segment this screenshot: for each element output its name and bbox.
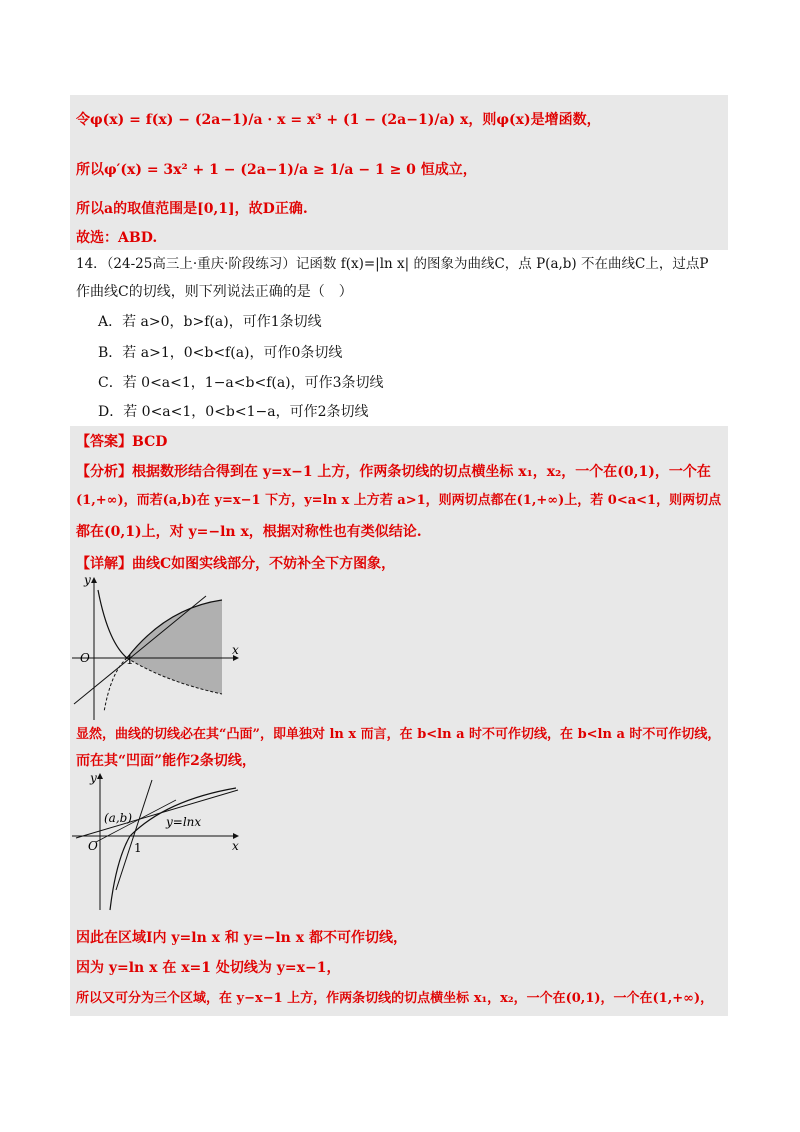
analysis-line-1: 【分析】根据数形结合得到在 y=x−1 上方，作两条切线的切点横坐标 x₁，x₂，一个在(0,1)，一个在: [76, 464, 711, 480]
fig2-one-label: 1: [134, 841, 142, 855]
detail-line-1: 【详解】曲线C如图实线部分，不妨补全下方图象，: [76, 556, 396, 572]
option-b: B．若 a>1，0<b<f(a)，可作0条切线: [98, 345, 343, 361]
detail-line-2: 显然，曲线的切线必在其“凸面”，即单独对 ln x 而言，在 b<ln a 时不可作切线，在 b<ln a 时不可作切线，: [76, 727, 721, 742]
question-stem-1: 14．（24-25高三上·重庆·阶段练习）记函数 f(x)=|ln x| 的图象为曲线C，点 P(a,b) 不在曲线C上，过点P: [76, 256, 709, 272]
detail-line-6: 所以又可分为三个区域，在 y−x−1 上方，作两条切线的切点横坐标 x₁，x₂，一个在(0,1)，一个在(1,+∞)，: [76, 991, 714, 1006]
detail-line-5: 因为 y=ln x 在 x=1 处切线为 y=x−1，: [76, 960, 341, 976]
analysis-line-2: (1,+∞)，而若(a,b)在 y=x−1 下方，y=ln x 上方若 a>1，则两切点都在(1,+∞)上，若 0<a<1，则两切点: [76, 493, 722, 508]
fig2-curve-label: y=lnx: [166, 815, 202, 829]
question-stem-2: 作曲线C的切线，则下列说法正确的是（ ）: [76, 284, 353, 300]
fig1-origin-label: O: [80, 651, 90, 665]
fig1-y-label: y: [84, 573, 91, 587]
fig1-one-label: 1: [126, 653, 134, 667]
answer-label: 【答案】BCD: [76, 434, 168, 450]
fig2-origin-label: O: [88, 839, 98, 853]
figure-ln-region: [66, 572, 246, 722]
detail-line-4: 因此在区域Ⅰ内 y=ln x 和 y=−ln x 都不可作切线，: [76, 930, 407, 946]
option-a: A．若 a>0，b>f(a)，可作1条切线: [98, 314, 322, 330]
figure-tangent-lines: [66, 770, 246, 920]
solution-line-1: 令φ(x) = f(x) − (2a−1)/a · x = x³ + (1 − (2a−1)/a) x，则φ(x)是增函数，: [76, 112, 601, 128]
detail-line-3: 而在其“凹面”能作2条切线，: [76, 753, 256, 769]
tangent-line-b: [116, 780, 152, 890]
solution-line-2: 所以φ′(x) = 3x² + 1 − (2a−1)/a ≥ 1/a − 1 ≥ 0 恒成立，: [76, 162, 477, 178]
fig2-point-label: (a,b): [104, 811, 133, 825]
option-d: D．若 0<a<1，0<b<1−a，可作2条切线: [98, 404, 369, 420]
solution-line-3: 所以a的取值范围是[0,1]，故D正确.: [76, 201, 308, 217]
solution-line-4: 故选：ABD.: [76, 230, 158, 246]
fig2-y-label: y: [90, 771, 97, 785]
analysis-line-3: 都在(0,1)上，对 y=−ln x，根据对称性也有类似结论.: [76, 524, 422, 540]
option-c: C．若 0<a<1，1−a<b<f(a)，可作3条切线: [98, 375, 384, 391]
curve-lower-dashed: [104, 658, 127, 712]
fig1-x-label: x: [232, 643, 239, 657]
fig2-x-label: x: [232, 839, 239, 853]
shaded-region: [127, 600, 222, 694]
